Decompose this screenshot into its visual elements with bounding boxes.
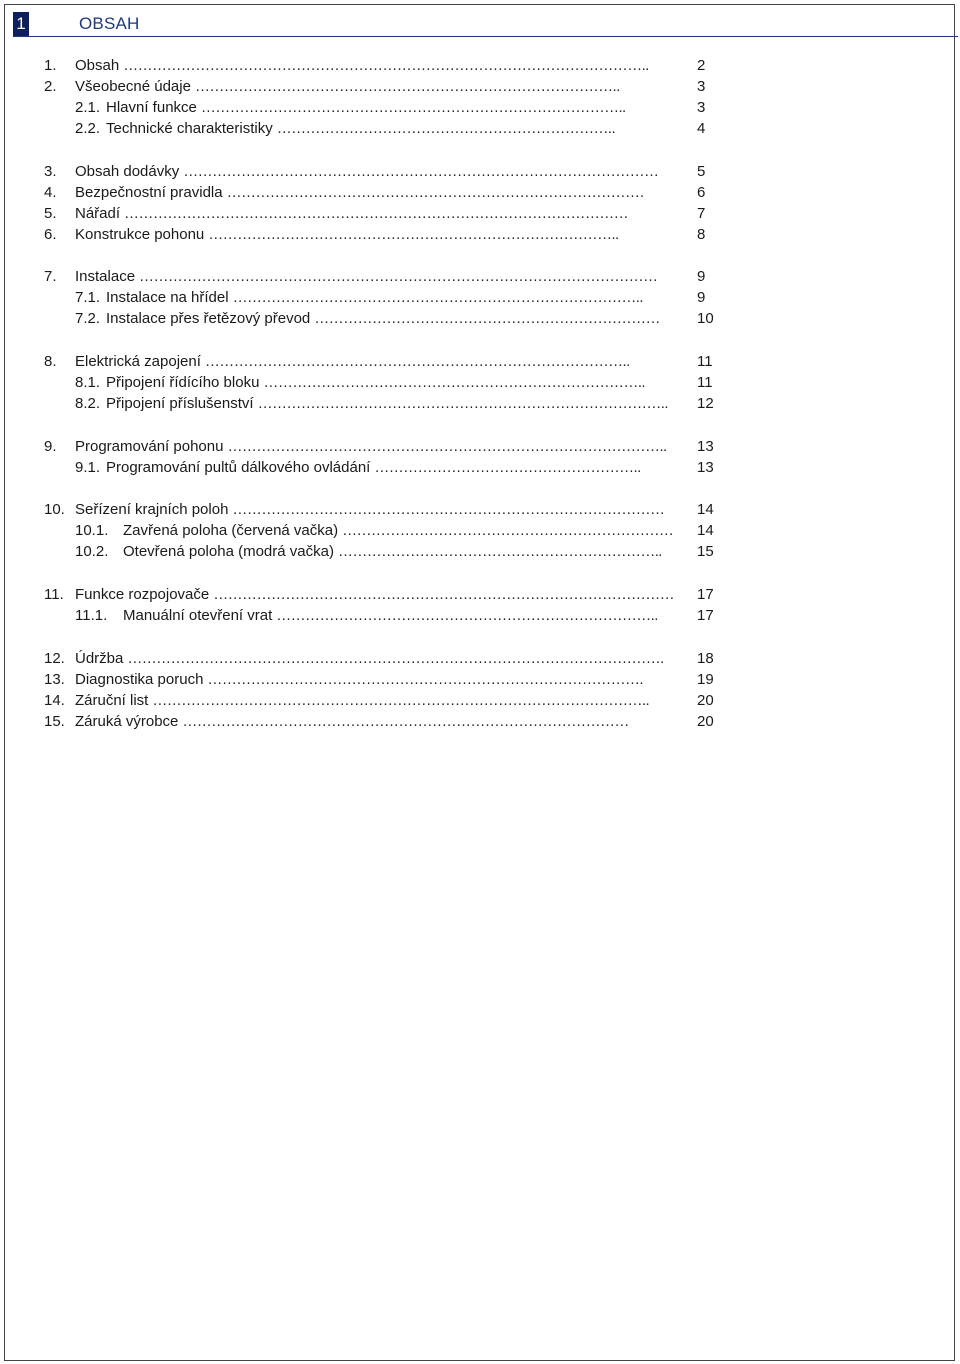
toc-entry-number: 7.1. [75, 289, 101, 306]
toc-entry-title: Manuální otevření vrat [123, 607, 273, 624]
toc-entry-leader: ……………………………………………………………………………………………… [139, 268, 658, 285]
toc-entry-number: 5. [44, 205, 57, 222]
toc-entry-page: 19 [697, 671, 714, 688]
toc-entry-leader: ………………………………………………………………………….. [208, 226, 619, 243]
toc-entry[interactable] [0, 266, 960, 287]
toc-entry-number: 7. [44, 268, 57, 285]
toc-entry-page: 2 [697, 57, 706, 74]
toc-entry-leader: …………………………………………………………….. [276, 120, 616, 137]
toc-entry-title: Obsah dodávky [75, 163, 180, 180]
toc-entry-page: 9 [697, 289, 706, 306]
toc-entry-page: 17 [697, 586, 714, 603]
toc-entry-number: 2.1. [75, 99, 101, 116]
toc-entry-page: 9 [697, 268, 706, 285]
toc-entry-leader: …………………………………………………………………….. [263, 374, 645, 391]
toc-entry-page: 13 [697, 459, 714, 476]
toc-entry-page: 7 [697, 205, 706, 222]
toc-entry-leader: ……………………………………………………………………………………………….. [123, 57, 649, 74]
toc-entry-number: 8. [44, 353, 57, 370]
toc-entry-page: 13 [697, 438, 714, 455]
toc-entry[interactable] [0, 372, 960, 393]
toc-entry[interactable] [0, 605, 960, 626]
toc-entry[interactable] [0, 55, 960, 76]
toc-entry-title: Připojení řídícího bloku [106, 374, 260, 391]
toc-entry-leader: …………………………………………………………………………………… [213, 586, 675, 603]
toc-entry-title: Záruká výrobce [75, 713, 179, 730]
toc-entry[interactable] [0, 224, 960, 245]
toc-entry-title: Obsah [75, 57, 120, 74]
toc-entry[interactable] [0, 541, 960, 562]
toc-entry[interactable] [0, 118, 960, 139]
toc-entry-title: Instalace přes řetězový převod [106, 310, 311, 327]
toc-entry-title: Seřízení krajních poloh [75, 501, 229, 518]
toc-entry-number: 9. [44, 438, 57, 455]
toc-entry-number: 2. [44, 78, 57, 95]
toc-entry-number: 11.1. [75, 607, 108, 624]
toc-entry-number: 1. [44, 57, 57, 74]
toc-entry-number: 12. [44, 650, 65, 667]
toc-entry-leader: ………………………………………………………………………………………….. [152, 692, 650, 709]
toc-entry-number: 8.1. [75, 374, 101, 391]
toc-entry-page: 15 [697, 543, 714, 560]
toc-entry-page: 11 [697, 374, 713, 391]
toc-entry-title: Instalace na hřídel [106, 289, 229, 306]
section-heading [13, 12, 958, 37]
toc-entry-leader: …………………………………………………………………….. [276, 607, 658, 624]
toc-entry[interactable] [0, 351, 960, 372]
section-number-badge: 1 [13, 12, 29, 36]
toc-entry-title: Elektrická zapojení [75, 353, 201, 370]
toc-entry-number: 9.1. [75, 459, 101, 476]
toc-entry-leader: …………………………………………………………………………….. [194, 78, 620, 95]
toc-entry-title: Instalace [75, 268, 136, 285]
toc-entry-leader: …………………………………………………………………………………………… [124, 205, 629, 222]
toc-entry-title: Bezpečnostní pravidla [75, 184, 223, 201]
toc-entry-page: 3 [697, 99, 706, 116]
toc-entry[interactable] [0, 584, 960, 605]
toc-entry-number: 15. [44, 713, 65, 730]
toc-entry[interactable] [0, 690, 960, 711]
toc-entry-leader: ………………………………………………………………………….. [232, 289, 643, 306]
toc-entry[interactable] [0, 669, 960, 690]
toc-entry[interactable] [0, 76, 960, 97]
toc-entry-title: Údržba [75, 650, 124, 667]
toc-entry-leader: ……………………………………………….. [374, 459, 641, 476]
toc-entry-number: 4. [44, 184, 57, 201]
toc-entry[interactable] [0, 308, 960, 329]
toc-entry-leader: …………………………………………………………………………… [226, 184, 645, 201]
toc-entry-number: 10.1. [75, 522, 109, 539]
toc-entry-leader: …………………………………………………………………………….. [200, 99, 626, 116]
toc-entry[interactable] [0, 182, 960, 203]
toc-entry-leader: …………………………………………………………………………….. [204, 353, 630, 370]
toc-entry-leader: ………………………………………………………….. [337, 543, 662, 560]
toc-entry-page: 17 [697, 607, 714, 624]
toc-entry-leader: …………………………………………………………… [342, 522, 674, 539]
toc-entry-number: 13. [44, 671, 65, 688]
toc-entry[interactable] [0, 287, 960, 308]
toc-entry[interactable] [0, 393, 960, 414]
toc-entry-number: 8.2. [75, 395, 101, 412]
toc-entry-number: 10.2. [75, 543, 109, 560]
toc-entry-leader: ………………………………………………………………………………… [182, 713, 629, 730]
toc-entry[interactable] [0, 520, 960, 541]
toc-entry-number: 3. [44, 163, 57, 180]
toc-entry-page: 18 [697, 650, 714, 667]
toc-entry-page: 8 [697, 226, 706, 243]
toc-entry-page: 20 [697, 692, 714, 709]
toc-entry-number: 6. [44, 226, 57, 243]
toc-entry-title: Záruční list [75, 692, 149, 709]
toc-entry-title: Připojení příslušenství [106, 395, 254, 412]
toc-entry[interactable] [0, 436, 960, 457]
toc-entry-leader: ……………………………………………………………… [314, 310, 660, 327]
toc-entry-number: 7.2. [75, 310, 101, 327]
toc-entry-title: Konstrukce pohonu [75, 226, 205, 243]
toc-entry-title: Všeobecné údaje [75, 78, 191, 95]
toc-entry-leader: ………………………………………………………………………………. [207, 671, 643, 688]
toc-entry-number: 14. [44, 692, 65, 709]
section-title: OBSAH [79, 14, 140, 33]
toc-entry-title: Otevřená poloha (modrá vačka) [123, 543, 334, 560]
toc-entry-leader: ……………………………………………………………………………….. [227, 438, 667, 455]
toc-entry[interactable] [0, 711, 960, 732]
toc-entry-title: Technické charakteristiky [106, 120, 273, 137]
toc-entry-page: 10 [697, 310, 714, 327]
toc-entry-page: 4 [697, 120, 706, 137]
toc-entry[interactable] [0, 499, 960, 520]
toc-entry-title: Zavřená poloha (červená vačka) [123, 522, 339, 539]
toc-entry-page: 14 [697, 522, 714, 539]
toc-entry-page: 5 [697, 163, 706, 180]
toc-entry-number: 10. [44, 501, 65, 518]
toc-entry-page: 14 [697, 501, 714, 518]
toc-entry-page: 11 [697, 353, 713, 370]
toc-entry-title: Funkce rozpojovače [75, 586, 210, 603]
toc-entry-page: 12 [697, 395, 714, 412]
toc-entry-leader: …………………………………………………………………………………………………. [127, 650, 664, 667]
toc-entry-page: 6 [697, 184, 706, 201]
toc-entry-leader: ……………………………………………………………………………… [232, 501, 665, 518]
toc-entry[interactable] [0, 203, 960, 224]
toc-entry-number: 2.2. [75, 120, 101, 137]
toc-entry-title: Diagnostika poruch [75, 671, 204, 688]
toc-entry-title: Nářadí [75, 205, 121, 222]
toc-entry[interactable] [0, 97, 960, 118]
toc-entry-title: Programování pohonu [75, 438, 224, 455]
toc-entry-leader: ……………………………………………………………………………………… [183, 163, 659, 180]
toc-entry-title: Hlavní funkce [106, 99, 197, 116]
toc-entry[interactable] [0, 457, 960, 478]
toc-entry-number: 11. [44, 586, 64, 603]
toc-entry[interactable] [0, 648, 960, 669]
toc-entry-leader: ………………………………………………………………………….. [257, 395, 668, 412]
toc-entry-title: Programování pultů dálkového ovládání [106, 459, 371, 476]
toc-entry-page: 20 [697, 713, 714, 730]
toc-entry-page: 3 [697, 78, 706, 95]
toc-entry[interactable] [0, 161, 960, 182]
